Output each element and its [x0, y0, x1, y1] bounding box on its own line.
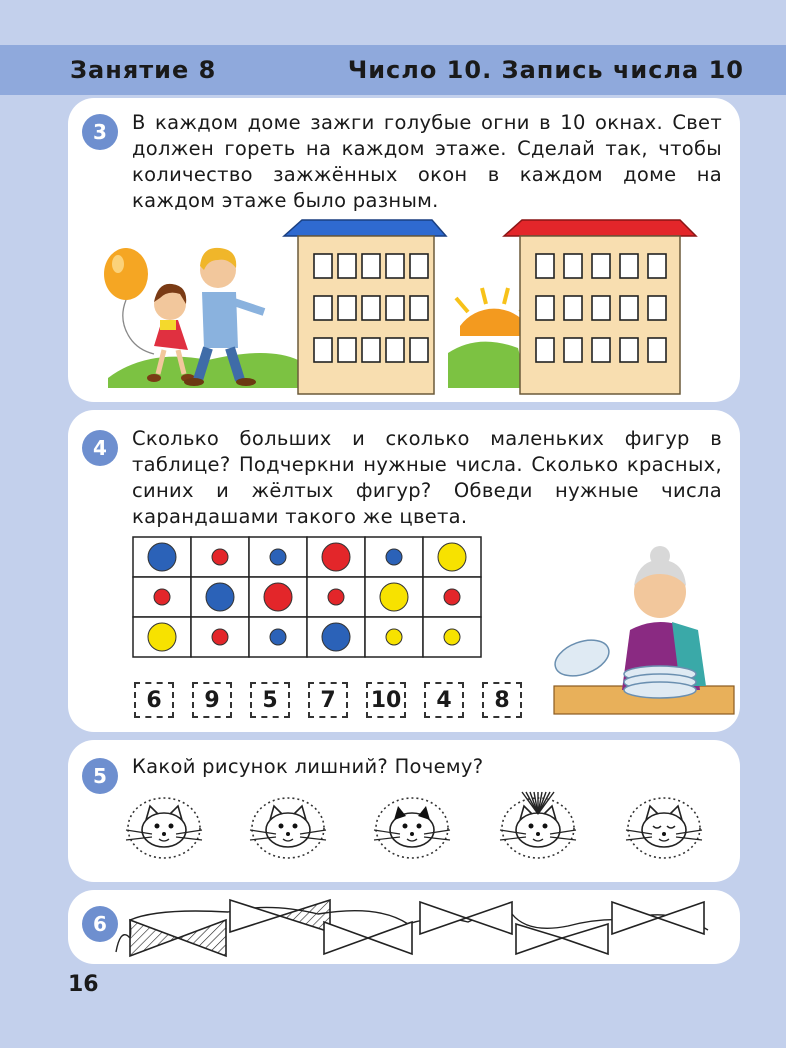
house-window[interactable]: [648, 254, 666, 278]
house-window[interactable]: [620, 254, 638, 278]
house-window[interactable]: [386, 254, 404, 278]
house-window[interactable]: [314, 254, 332, 278]
house-window[interactable]: [410, 296, 428, 320]
shape-circle-yellow-big: [380, 583, 408, 611]
cat-picture[interactable]: [626, 798, 702, 858]
task-number-badge: 6: [82, 906, 118, 942]
house-window[interactable]: [410, 254, 428, 278]
shape-circle-yellow-small: [444, 629, 460, 645]
shape-circle-blue-small: [386, 549, 402, 565]
shape-circle-red-small: [154, 589, 170, 605]
house-window[interactable]: [536, 296, 554, 320]
house-window[interactable]: [564, 338, 582, 362]
house-window[interactable]: [620, 338, 638, 362]
shape-circle-red-big: [264, 583, 292, 611]
house-window[interactable]: [386, 338, 404, 362]
page-number: 16: [68, 972, 99, 997]
number-option-box[interactable]: 4: [424, 682, 464, 718]
shape-circle-red-big: [322, 543, 350, 571]
house-window[interactable]: [536, 254, 554, 278]
shape-circle-yellow-big: [148, 623, 176, 651]
task-3-card: [68, 98, 740, 402]
houses-scene: [68, 98, 740, 402]
shape-circle-yellow-small: [386, 629, 402, 645]
task-5-text: Какой рисунок лишний? Почему?: [132, 755, 484, 778]
house-window[interactable]: [564, 296, 582, 320]
cat-pictures-row: [68, 740, 740, 882]
balloon-icon: [104, 248, 154, 354]
bowtie-pattern: [68, 890, 740, 964]
house-blue-roof: [284, 220, 446, 394]
task-3-text: В каждом доме зажги голубые огни в 10 окнах. Свет должен гореть на каждом этаже. Сделай так, чтобы количество зажжённых окон в каждом доме на каждом этаже было разным.: [132, 111, 722, 212]
shapes-table: [132, 536, 492, 668]
house-window[interactable]: [338, 338, 356, 362]
task-5-card: [68, 740, 740, 882]
house-window[interactable]: [564, 254, 582, 278]
task-number-badge: 4: [82, 430, 118, 466]
cat-picture[interactable]: [374, 798, 450, 858]
house-window[interactable]: [362, 296, 380, 320]
house-window[interactable]: [592, 296, 610, 320]
number-option-box[interactable]: 8: [482, 682, 522, 718]
house-window[interactable]: [314, 338, 332, 362]
shape-circle-blue-small: [270, 549, 286, 565]
shape-circle-red-small: [328, 589, 344, 605]
shape-circle-blue-small: [270, 629, 286, 645]
cat-picture[interactable]: [126, 798, 202, 858]
house-window[interactable]: [338, 296, 356, 320]
task-4-text: Сколько больших и сколько маленьких фигур в таблице? Подчеркни нужные числа. Сколько красных, синих и жёлтых фигур? Обведи нужные числа карандашами такого же цвета.: [132, 427, 722, 528]
number-option-box[interactable]: 10: [366, 682, 406, 718]
house-window[interactable]: [620, 296, 638, 320]
cat-picture[interactable]: [500, 792, 576, 858]
shape-circle-red-small: [212, 549, 228, 565]
lesson-topic: Число 10. Запись числа 10: [347, 56, 744, 84]
number-option-box[interactable]: 5: [250, 682, 290, 718]
shape-circle-red-small: [444, 589, 460, 605]
house-window[interactable]: [592, 338, 610, 362]
task-number-badge: 5: [82, 758, 118, 794]
task-number-badge: 3: [82, 114, 118, 150]
house-window[interactable]: [536, 338, 554, 362]
lesson-title: Занятие 8: [70, 56, 217, 84]
house-window[interactable]: [648, 338, 666, 362]
task-6-card: [68, 890, 740, 964]
shape-circle-blue-big: [206, 583, 234, 611]
cat-picture[interactable]: [250, 798, 326, 858]
shape-circle-blue-big: [148, 543, 176, 571]
house-window[interactable]: [386, 296, 404, 320]
house-window[interactable]: [362, 254, 380, 278]
grandmother-figure: [550, 530, 740, 720]
number-option-box[interactable]: 9: [192, 682, 232, 718]
house-window[interactable]: [592, 254, 610, 278]
house-window[interactable]: [338, 254, 356, 278]
number-option-box[interactable]: 7: [308, 682, 348, 718]
shape-circle-red-small: [212, 629, 228, 645]
house-red-roof: [504, 220, 696, 394]
shape-circle-yellow-big: [438, 543, 466, 571]
house-window[interactable]: [648, 296, 666, 320]
shape-circle-blue-big: [322, 623, 350, 651]
house-window[interactable]: [410, 338, 428, 362]
lesson-header: [0, 45, 786, 95]
house-window[interactable]: [314, 296, 332, 320]
house-window[interactable]: [362, 338, 380, 362]
number-option-box[interactable]: 6: [134, 682, 174, 718]
